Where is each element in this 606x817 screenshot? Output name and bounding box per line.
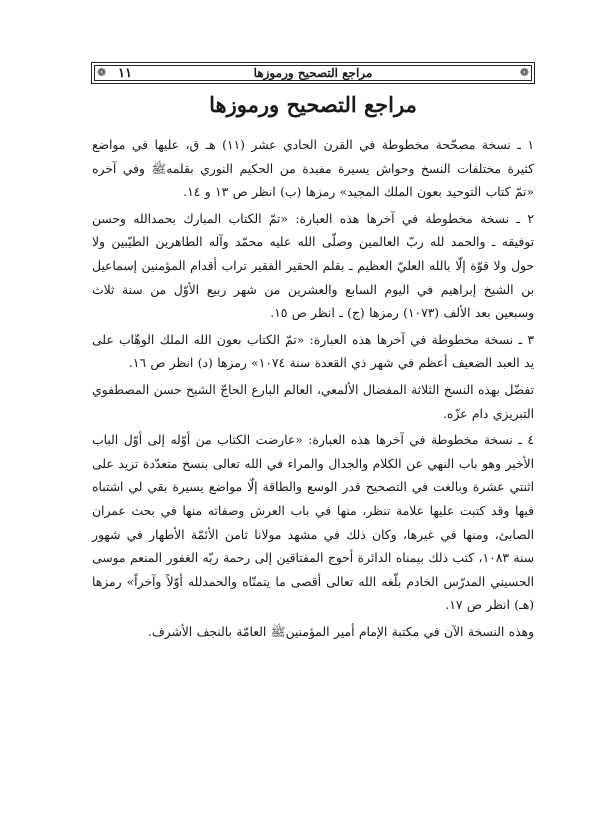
paragraph-source-1: ١ ـ نسخة مصحّحة مخطوطة في القرن الحادي عشر (١١) هـ ق، عليها في مواضع كثيرة مختلفات النسخ وحواش يسيرة مفيدة من الحكيم النوري بقلمهﷺ وفي آخره «تمّ كتاب التوحيد بعون الملك المجيد» رمزها (ب) انظر ص ١٣ و ١٤.: [92, 138, 534, 200]
running-header: [91, 62, 535, 84]
paragraph-location-note: وهذه النسخة الآن في مكتبة الإمام أمير المؤمنينﷺ العامّة بالنجف الأشرف.: [148, 624, 534, 639]
page-number: ١١: [118, 66, 132, 81]
paragraph-source-2: ٢ ـ نسخة مخطوطة في آخرها هذه العبارة: «تمّ الكتاب المبارك بحمدالله وحسن توفيقه ـ والحمد لله ربّ العالمين وصلّى الله عليه محمّد وآله الطاهرين الطيّبين ولا حول ولا قوّة إلّا بالله العليّ العظيم ـ بقلم الحقير الفقير تراب أقدام المؤمنين إسماعيل بن الشيخ إبراهيم في اليوم السابع والعشرين من شهر ربيع الأوّل من سنة ثلاث وسبعين بعد الألف (١٠٧٣) رمزها (ج) ـ انظر ص ١٥.: [92, 211, 534, 321]
paragraph-acknowledgement: تفضّل بهذه النسخ الثلاثة المفضال الألمعي، العالم البارع الحاجّ الشيخ حسن المصطفوي التبريزي دام عزّه.: [92, 382, 534, 421]
page-body: [92, 90, 534, 644]
paragraph-source-4: ٤ ـ نسخة مخطوطة في آخرها هذه العبارة: «عارضت الكتاب من أوّله إلى أوّل الباب الأخير وهو باب النهي عن الكلام والجدال والمراء في الله تعالى بنسخ متعدّدة تزيد على اثنتي عشرة وبالغت في التصحيح قدر الوسع والطاقة إلّا مواضع يسيرة بقي لي اشتباه فيها وقد كتبت عليها علامة تنظر، منها في باب العرش وصفاته منها في بحث عمران الصابئ، ومنها في غيرها، وكان ذلك في مشهد مولانا ثامن الأئمّة الأطهار في شهور سنة ١٠٨٣، كتب ذلك بيمناه الدائرة أحوج المفتاقين إلى رحمة ربّه الغفور المنعم موسى الحسيني المدرّس الخادم بلّغه الله تعالى أقصى ما يتمنّاه والحمدلله أوّلاً وآخراً» رمزها (هـ) انظر ص ١٧.: [92, 433, 534, 613]
page-title: مراجع التصحيح ورموزها: [209, 92, 417, 117]
paragraph-source-3: ٣ ـ نسخة مخطوطة في آخرها هذه العبارة: «تمّ الكتاب بعون الله الملك الوهّاب على يد العبد الضعيف أعظم في شهر ذي القعدة سنة ١٠٧٤» رمزها (د) انظر ص ١٦.: [92, 332, 534, 371]
header-title: مراجع التصحيح ورموزها: [253, 66, 373, 80]
header-ornament-right: ❁: [519, 66, 529, 79]
header-ornament-left: ❁: [97, 66, 107, 79]
